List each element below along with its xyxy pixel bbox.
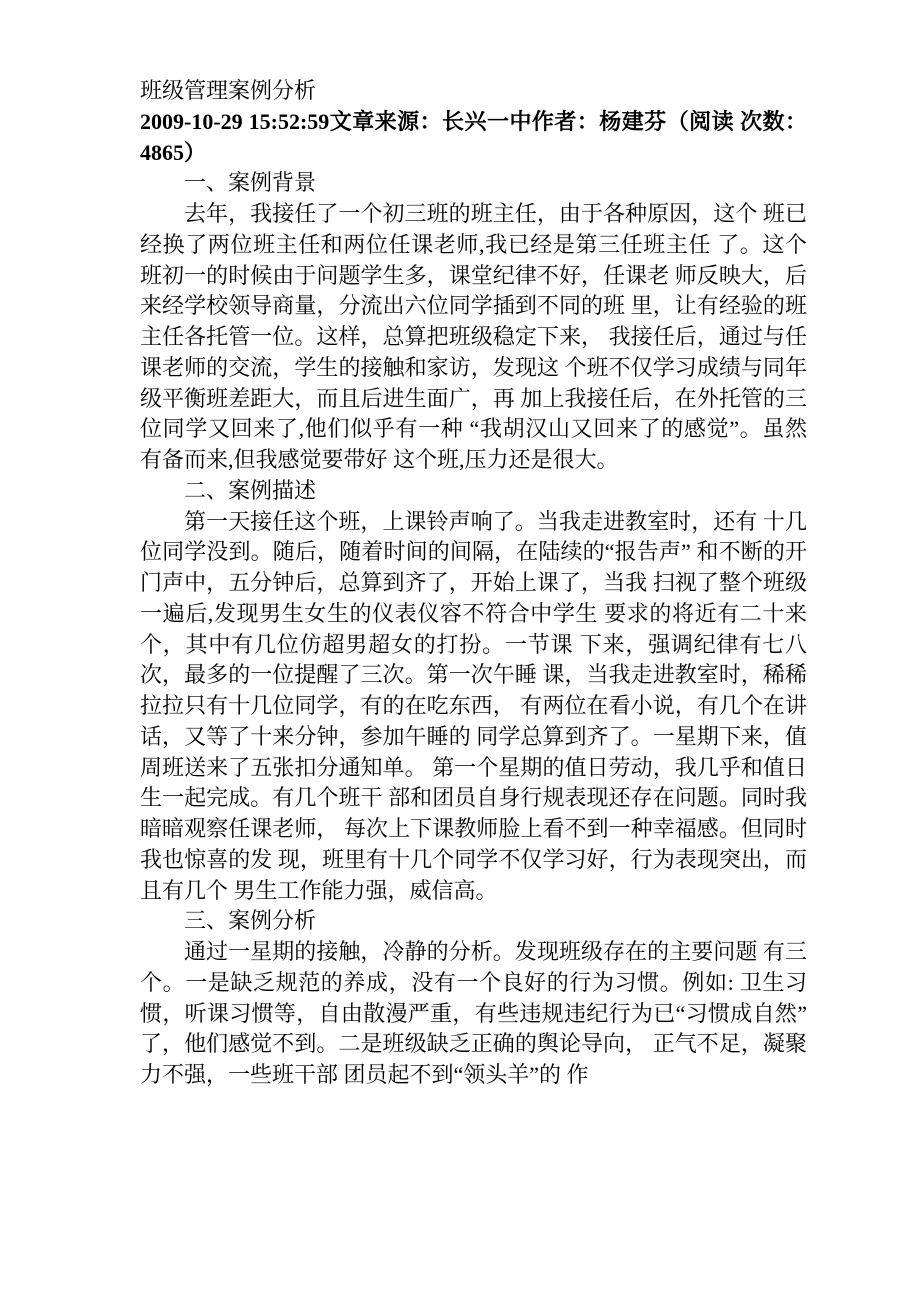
section-case-background — [140, 168, 807, 476]
section-case-description — [140, 476, 807, 907]
section-body-analysis: 通过一星期的接触，冷静的分析。发现班级存在的主要问题 有三个。一是缺乏规范的养成，没有一个良好的行为习惯。例如: 卫生习惯，听课习惯等，自由散漫严重，有些违规违纪行为已“习惯成自然” 了，他们感觉不到。二是班级缺乏正确的舆论导向， 正气不足，凝聚力不强，一些班干部 团员起不到“领头羊”的 作 — [140, 939, 830, 1087]
document-title: 班级管理案例分析 — [140, 78, 317, 103]
section-heading-description: 二、案例描述 — [184, 477, 317, 503]
section-heading-background: 一、案例背景 — [184, 170, 317, 196]
section-body-background: 去年，我接任了一个初三班的班主任，由于各种原因，这个 班已经换了两位班主任和两位任课老师,我已经是第三任班主任 了。这个班初一的时候由于问题学生多，课堂纪律不好，任课老 师反映大，后来经学校领导商量，分流出六位同学插到不同的班 里，让有经验的班主任各托管一位。这样，总算把班级稳定下来， 我接任后，通过与任课老师的交流，学生的接触和家访，发现这 个班不仅学习成绩与同年级平衡班差距大，而且后进生面广，再 加上我接任后，在外托管的三位同学又回来了,他们似乎有一种 “我胡汉山又回来了的感觉”。虽然有备而来,但我感觉要带好 这个班,压力还是很大。 — [140, 201, 807, 472]
section-body-description: 第一天接任这个班，上课铃声响了。当我走进教室时，还有 十几位同学没到。随后，随着时间的间隔，在陆续的“报告声” 和不断的开门声中，五分钟后，总算到齐了，开始上课了，当我 扫视了整个班级一遍后,发现男生女生的仪表仪容不符合中学生 要求的将近有二十来个，其中有几位仿超男超女的打扮。一节课 下来，强调纪律有七八次，最多的一位提醒了三次。第一次午睡 课，当我走进教室时，稀稀拉拉只有十几位同学，有的在吃东西， 有两位在看小说，有几个在讲话，又等了十来分钟，参加午睡的 同学总算到齐了。一星期下来，值周班送来了五张扣分通知单。 第一个星期的值日劳动，我几乎和值日生一起完成。有几个班干 部和团员自身行规表现还存在问题。同时我暗暗观察任课老师， 每次上下课教师脸上看不到一种幸福感。但同时我也惊喜的发 现，班里有十几个同学不仅学习好，行为表现突出，而且有几个 男生工作能力强，威信高。 — [140, 508, 807, 903]
section-case-analysis — [140, 906, 830, 1091]
section-heading-analysis: 三、案例分析 — [184, 908, 317, 934]
document-meta: 2009-10-29 15:52:59文章来源：长兴一中作者：杨建芬（阅读 次数：4865） — [140, 108, 807, 165]
